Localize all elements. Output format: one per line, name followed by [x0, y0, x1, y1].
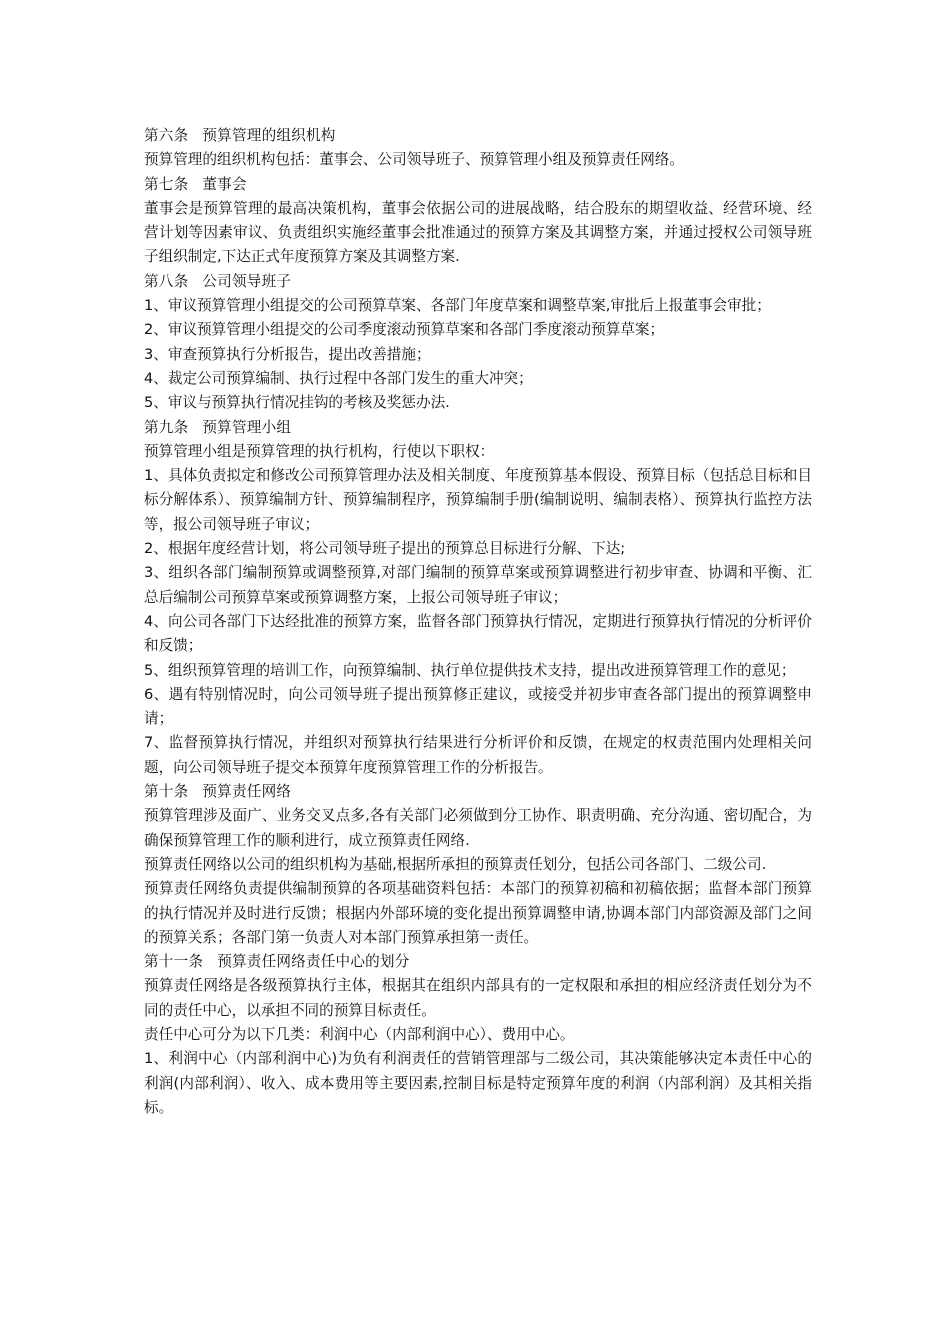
- section-heading: [144, 270, 812, 294]
- list-item: 1、利润中心（内部利润中心)为负有利润责任的营销管理部与二级公司，其决策能够决定本责任中心的利润(内部利润）、收入、成本费用等主要因素,控制目标是特定预算年度的利润（内部利润）及其相关指标。: [144, 1050, 812, 1116]
- list-item: 2、审议预算管理小组提交的公司季度滚动预算草案和各部门季度滚动预算草案；: [144, 321, 665, 339]
- paragraph: 预算管理的组织机构包括：董事会、公司领导班子、预算管理小组及预算责任网络。: [144, 151, 684, 169]
- section-heading: [144, 780, 812, 804]
- paragraph: 预算管理涉及面广、业务交叉点多,各有关部门必须做到分工协作、职责明确、充分沟通、密切配合，为确保预算管理工作的顺利进行，成立预算责任网络.: [144, 807, 812, 849]
- section-heading: [144, 416, 812, 440]
- paragraph: 预算责任网络以公司的组织机构为基础,根据所承担的预算责任划分，包括公司各部门、二级公司.: [144, 855, 767, 873]
- article-title: 公司领导班子: [202, 272, 292, 290]
- list-item: 2、根据年度经营计划，将公司领导班子提出的预算总目标进行分解、下达;: [144, 540, 626, 558]
- paragraph: 董事会是预算管理的最高决策机构，董事会依据公司的进展战略，结合股东的期望收益、经营环境、经营计划等因素审议、负责组织实施经董事会批准通过的预算方案及其调整方案，并通过授权公司领导班子组织制定,下达正式年度预算方案及其调整方案.: [144, 199, 812, 266]
- article-title: 董事会: [202, 175, 247, 193]
- list-item: 5、组织预算管理的培训工作，向预算编制、执行单位提供技术支持，提出改进预算管理工作的意见；: [144, 661, 796, 679]
- document-page: [144, 124, 812, 1120]
- article-number: 第六条: [144, 127, 189, 144]
- article-number: 第七条: [144, 175, 189, 193]
- section-heading: [144, 173, 812, 197]
- list-item: 4、裁定公司预算编制、执行过程中各部门发生的重大冲突；: [144, 369, 533, 387]
- list-item: 7、监督预算执行情况，并组织对预算执行结果进行分析评价和反馈，在规定的权责范围内处理相关问题，向公司领导班子提交本预算年度预算管理工作的分析报告。: [144, 734, 812, 776]
- article-number: 第十一条: [144, 953, 204, 971]
- list-item: 3、组织各部门编制预算或调整预算,对部门编制的预算草案或预算调整进行初步审查、协调和平衡、汇总后编制公司预算草案或预算调整方案，上报公司领导班子审议；: [144, 564, 812, 606]
- list-item: 1、审议预算管理小组提交的公司预算草案、各部门年度草案和调整草案,审批后上报董事会审批；: [144, 297, 771, 315]
- paragraph: 责任中心可分为以下几类：利润中心（内部利润中心）、费用中心。: [144, 1025, 575, 1043]
- article-number: 第八条: [144, 272, 189, 290]
- article-title: 预算责任网络责任中心的划分: [217, 953, 410, 971]
- article-title: 预算管理的组织机构: [202, 127, 336, 144]
- paragraph: 预算责任网络是各级预算执行主体，根据其在组织内部具有的一定权限和承担的相应经济责任划分为不同的责任中心，以承担不同的预算目标责任。: [144, 977, 812, 1019]
- list-item: 5、审议与预算执行情况挂钩的考核及奖惩办法.: [144, 394, 450, 412]
- paragraph: 预算管理小组是预算管理的执行机构，行使以下职权：: [144, 442, 495, 460]
- list-item: 6、遇有特别情况时，向公司领导班子提出预算修正建议，或接受并初步审查各部门提出的预算调整申请；: [144, 685, 812, 728]
- list-item: 1、具体负责拟定和修改公司预算管理办法及相关制度、年度预算基本假设、预算目标（包括总目标和目标分解体系）、预算编制方针、预算编制程序，预算编制手册(编制说明、编制表格）、预算执行监控方法等，报公司领导班子审议；: [144, 467, 812, 533]
- article-number: 第十条: [144, 783, 189, 801]
- list-item: 4、向公司各部门下达经批准的预算方案，监督各部门预算执行情况，定期进行预算执行情况的分析评价和反馈；: [144, 612, 812, 655]
- article-title: 预算责任网络: [202, 783, 292, 801]
- article-title: 预算管理小组: [202, 418, 292, 436]
- section-heading: [144, 124, 812, 148]
- paragraph: 预算责任网络负责提供编制预算的各项基础资料包括：本部门的预算初稿和初稿依据；监督本部门预算的执行情况并及时进行反馈；根据内外部环境的变化提出预算调整申请,协调本部门内部资源及部门之间的预算关系；各部门第一负责人对本部门预算承担第一责任。: [144, 880, 812, 946]
- section-heading: [144, 950, 812, 974]
- article-number: 第九条: [144, 418, 189, 436]
- list-item: 3、审查预算执行分析报告，提出改善措施；: [144, 345, 431, 363]
